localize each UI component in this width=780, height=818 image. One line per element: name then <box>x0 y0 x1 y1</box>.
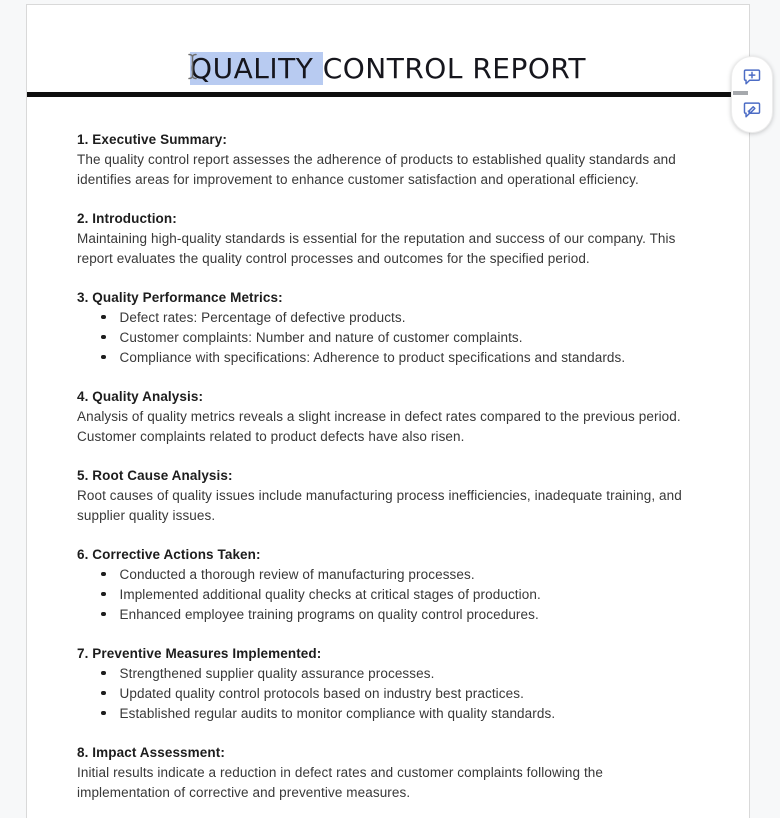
section-heading[interactable]: 6. Corrective Actions Taken: <box>77 547 261 562</box>
section-quality-performance-metrics[interactable] <box>77 288 699 368</box>
section-heading[interactable]: 1. Executive Summary: <box>77 132 227 147</box>
title-divider-rule <box>27 92 749 97</box>
list-item-text: Compliance with specifications: Adherence to product specifications and standards. <box>119 350 626 365</box>
bullet-icon <box>101 711 106 716</box>
section-quality-analysis[interactable] <box>77 387 699 447</box>
section-impact-assessment[interactable] <box>77 743 699 803</box>
bullet-icon <box>101 691 106 696</box>
list-item-text: Strengthened supplier quality assurance processes. <box>119 666 435 681</box>
bullet-icon <box>101 315 106 320</box>
document-title[interactable] <box>27 52 749 86</box>
section-root-cause-analysis[interactable] <box>77 466 699 526</box>
bullet-list <box>77 664 699 724</box>
list-item[interactable] <box>77 348 699 368</box>
section-corrective-actions[interactable] <box>77 545 699 625</box>
list-item-text: Customer complaints: Number and nature of customer complaints. <box>119 330 523 345</box>
suggest-edit-button[interactable] <box>740 99 764 123</box>
section-paragraph[interactable]: Maintaining high-quality standards is essential for the reputation and success of our company. This report evaluates the quality control processes and outcomes for the specified period. <box>77 231 676 266</box>
list-item[interactable] <box>77 585 699 605</box>
title-rest-text[interactable]: CONTROL REPORT <box>322 52 586 85</box>
list-item[interactable] <box>77 664 699 684</box>
list-item-text: Implemented additional quality checks at critical stages of production. <box>119 587 541 602</box>
text-cursor-icon <box>187 53 198 85</box>
list-item-text: Enhanced employee training programs on quality control procedures. <box>119 607 539 622</box>
list-item[interactable] <box>77 684 699 704</box>
list-item[interactable] <box>77 605 699 625</box>
list-item[interactable] <box>77 328 699 348</box>
document-body[interactable] <box>27 130 749 803</box>
bullet-icon <box>101 592 106 597</box>
list-item[interactable] <box>77 704 699 724</box>
section-paragraph[interactable]: Root causes of quality issues include manufacturing process inefficiencies, inadequate training, and supplier quality issues. <box>77 488 682 523</box>
section-paragraph[interactable]: The quality control report assesses the adherence of products to established quality standards and identifies areas for improvement to enhance customer satisfaction and operational efficiency. <box>77 152 676 187</box>
document-page[interactable] <box>26 4 750 818</box>
list-item-text: Conducted a thorough review of manufacturing processes. <box>119 567 475 582</box>
add-comment-icon <box>741 66 763 91</box>
section-heading[interactable]: 8. Impact Assessment: <box>77 745 225 760</box>
bullet-list <box>77 565 699 625</box>
list-item[interactable] <box>77 565 699 585</box>
section-heading[interactable]: 4. Quality Analysis: <box>77 389 204 404</box>
section-heading[interactable]: 7. Preventive Measures Implemented: <box>77 646 322 661</box>
section-heading[interactable]: 3. Quality Performance Metrics: <box>77 290 283 305</box>
list-item-text: Updated quality control protocols based on industry best practices. <box>119 686 524 701</box>
list-item-text: Established regular audits to monitor compliance with quality standards. <box>119 706 556 721</box>
section-introduction[interactable] <box>77 209 699 269</box>
bullet-icon <box>101 572 106 577</box>
suggest-edit-icon <box>741 99 763 124</box>
list-item-text: Defect rates: Percentage of defective products. <box>119 310 406 325</box>
section-paragraph[interactable]: Analysis of quality metrics reveals a slight increase in defect rates compared to the previous period. Customer complaints related to product defects have also risen. <box>77 409 681 444</box>
bullet-icon <box>101 355 106 360</box>
selected-text[interactable]: QUALITY <box>190 52 323 85</box>
bullet-icon <box>101 671 106 676</box>
section-executive-summary[interactable] <box>77 130 699 190</box>
list-item[interactable] <box>77 308 699 328</box>
section-heading[interactable]: 5. Root Cause Analysis: <box>77 468 233 483</box>
rule-remnant <box>733 91 748 95</box>
section-preventive-measures[interactable] <box>77 644 699 724</box>
add-comment-button[interactable] <box>740 66 764 90</box>
bullet-icon <box>101 335 106 340</box>
bullet-icon <box>101 612 106 617</box>
section-paragraph[interactable]: Initial results indicate a reduction in defect rates and customer complaints following the implementation of corrective and preventive measures. <box>77 765 604 800</box>
bullet-list <box>77 308 699 368</box>
section-heading[interactable]: 2. Introduction: <box>77 211 177 226</box>
